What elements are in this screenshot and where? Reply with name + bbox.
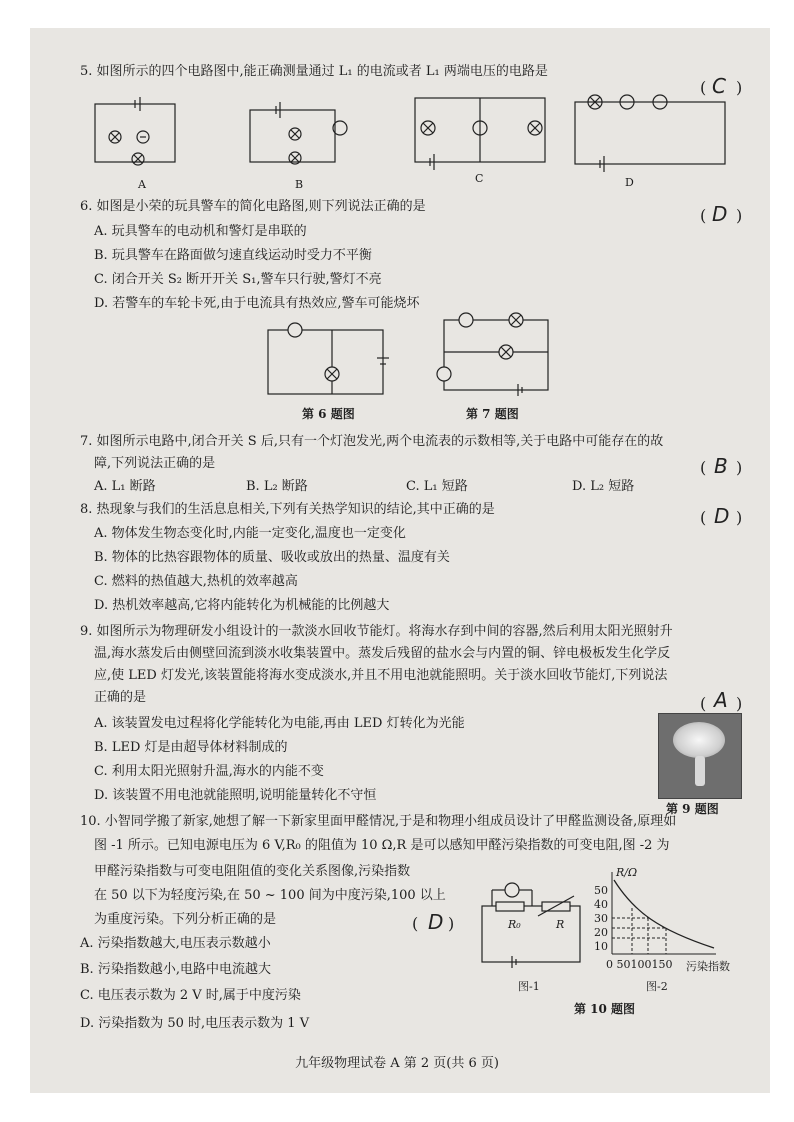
q6-caption: 第 6 题图 <box>302 407 355 421</box>
q10-text-line3: 甲醛污染指数与可变电阻阻值的变化关系图像,污染指数 <box>94 864 411 879</box>
q10-paren-open: ( <box>412 914 419 933</box>
graph-ytick-10: 10 <box>594 940 608 953</box>
q5-paren-open: ( <box>700 78 707 97</box>
lamp-stem <box>695 756 705 786</box>
q6-paren-close: ) <box>736 206 743 225</box>
q10-fig1-circuit <box>476 880 586 970</box>
q7-option-b: B. L₂ 断路 <box>246 479 308 494</box>
q10-option-d: D. 污染指数为 50 时,电压表示数为 1 V <box>80 1016 310 1031</box>
q8-option-a: A. 物体发生物态变化时,内能一定变化,温度也一定变化 <box>94 526 406 541</box>
q9-text-line4: 正确的是 <box>94 690 147 705</box>
q8-option-b: B. 物体的比热容跟物体的质量、吸收或放出的热量、温度有关 <box>94 550 450 565</box>
q9-option-d: D. 该装置不用电池就能照明,说明能量转化不守恒 <box>94 788 377 803</box>
q7-caption: 第 7 题图 <box>466 407 519 421</box>
q7-text-line2: 障,下列说法正确的是 <box>94 456 216 471</box>
q7-paren-open: ( <box>700 458 707 477</box>
q9-option-a: A. 该装置发电过程将化学能转化为电能,再由 LED 灯转化为光能 <box>94 716 465 731</box>
q6-option-b: B. 玩具警车在路面做匀速直线运动时受力不平衡 <box>94 248 372 263</box>
q9-answer: A <box>714 688 728 712</box>
q9-lamp-photo <box>658 713 742 799</box>
q7-option-c: C. L₁ 短路 <box>406 479 468 494</box>
graph-xticks: 0 50100150 <box>606 958 673 971</box>
q10-option-b: B. 污染指数越小,电路中电流越大 <box>80 962 271 977</box>
graph-xlabel: 污染指数 <box>686 960 730 973</box>
q8-option-c: C. 燃料的热值越大,热机的效率越高 <box>94 574 298 589</box>
q10-fig2-label: 图-2 <box>646 980 668 993</box>
q5-fig-label-b: B <box>295 178 304 191</box>
graph-ytick-30: 30 <box>594 912 608 925</box>
q9-paren-close: ) <box>736 694 743 713</box>
q6-paren-open: ( <box>700 206 707 225</box>
q8-paren-close: ) <box>736 508 743 527</box>
q7-option-a: A. L₁ 断路 <box>94 479 156 494</box>
q7-circuit-diagram <box>434 312 554 394</box>
graph-ylabel: R/Ω <box>616 866 638 879</box>
q9-paren-open: ( <box>700 694 707 713</box>
q7-paren-close: ) <box>736 458 743 477</box>
q10-text-line4: 在 50 以下为轻度污染,在 50 ~ 100 间为中度污染,100 以上 <box>94 888 446 903</box>
q10-text-line1: 10. 小智同学搬了新家,她想了解一下新家里面甲醛情况,于是和物理小组成员设计了甲醛监测设备,原理如 <box>80 814 677 829</box>
q6-option-d: D. 若警车的车轮卡死,由于电流具有热效应,警车可能烧坏 <box>94 296 420 311</box>
q6-option-c: C. 闭合开关 S₂ 断开开关 S₁,警车只行驶,警灯不亮 <box>94 272 382 287</box>
q9-caption: 第 9 题图 <box>666 802 719 816</box>
lamp-glow <box>673 722 725 758</box>
q5-fig-label-a: A <box>138 178 146 191</box>
q10-text-line5: 为重度污染。下列分析正确的是 <box>94 912 277 927</box>
q10-paren-close: ) <box>448 914 455 933</box>
q6-answer: D <box>712 202 728 226</box>
q8-option-d: D. 热机效率越高,它将内能转化为机械能的比例越大 <box>94 598 390 613</box>
q6-circuit-diagram <box>262 322 392 400</box>
q7-text-line1: 7. 如图所示电路中,闭合开关 S 后,只有一个灯泡发光,两个电流表的示数相等,关于电路中可能存在的故 <box>80 434 664 449</box>
q9-option-c: C. 利用太阳光照射升温,海水的内能不变 <box>94 764 324 779</box>
graph-ytick-50: 50 <box>594 884 608 897</box>
q5-fig-label-d: D <box>625 176 634 189</box>
graph-ytick-20: 20 <box>594 926 608 939</box>
q9-text-line1: 9. 如图所示为物理研发小组设计的一款淡水回收节能灯。将海水存到中间的容器,然后利用太阳光照射升 <box>80 624 673 639</box>
page-footer: 九年级物理试卷 A 第 2 页(共 6 页) <box>295 1056 499 1071</box>
q10-option-c: C. 电压表示数为 2 V 时,属于中度污染 <box>80 988 301 1003</box>
q5-circuit-diagrams <box>80 92 740 182</box>
q7-option-d: D. L₂ 短路 <box>572 479 635 494</box>
q5-paren-close: ) <box>736 78 743 97</box>
q5-fig-label-c: C <box>475 172 484 185</box>
q9-option-b: B. LED 灯是由超导体材料制成的 <box>94 740 288 755</box>
graph-ytick-40: 40 <box>594 898 608 911</box>
q5-text: 5. 如图所示的四个电路图中,能正确测量通过 L₁ 的电流或者 L₁ 两端电压的电路是 <box>80 64 548 79</box>
q10-fig2-graph <box>604 868 724 968</box>
r-label: R <box>556 918 565 931</box>
q10-caption: 第 10 题图 <box>574 1002 636 1016</box>
q9-text-line2: 温,海水蒸发后由侧壁回流到淡水收集装置中。蒸发后残留的盐水会与内置的铜、锌电极板发生化学反 <box>94 646 671 661</box>
r0-label: R₀ <box>508 918 521 931</box>
q8-paren-open: ( <box>700 508 707 527</box>
q5-answer: C <box>712 74 726 98</box>
q10-fig1-label: 图-1 <box>518 980 540 993</box>
q6-option-a: A. 玩具警车的电动机和警灯是串联的 <box>94 224 307 239</box>
q7-answer: B <box>714 454 728 478</box>
q6-text: 6. 如图是小荣的玩具警车的简化电路图,则下列说法正确的是 <box>80 199 426 214</box>
q8-answer: D <box>714 504 730 528</box>
q8-text: 8. 热现象与我们的生活息息相关,下列有关热学知识的结论,其中正确的是 <box>80 502 495 517</box>
q10-text-line2: 图 -1 所示。已知电源电压为 6 V,R₀ 的阻值为 10 Ω,R 是可以感知甲醛污染指数的可变电阻,图 -2 为 <box>94 838 670 853</box>
q10-answer: D <box>428 910 444 934</box>
q10-option-a: A. 污染指数越大,电压表示数越小 <box>80 936 271 951</box>
q9-text-line3: 应,使 LED 灯发光,该装置能将海水变成淡水,并且不用电池就能照明。关于淡水回收节能灯,下列说法 <box>94 668 668 683</box>
